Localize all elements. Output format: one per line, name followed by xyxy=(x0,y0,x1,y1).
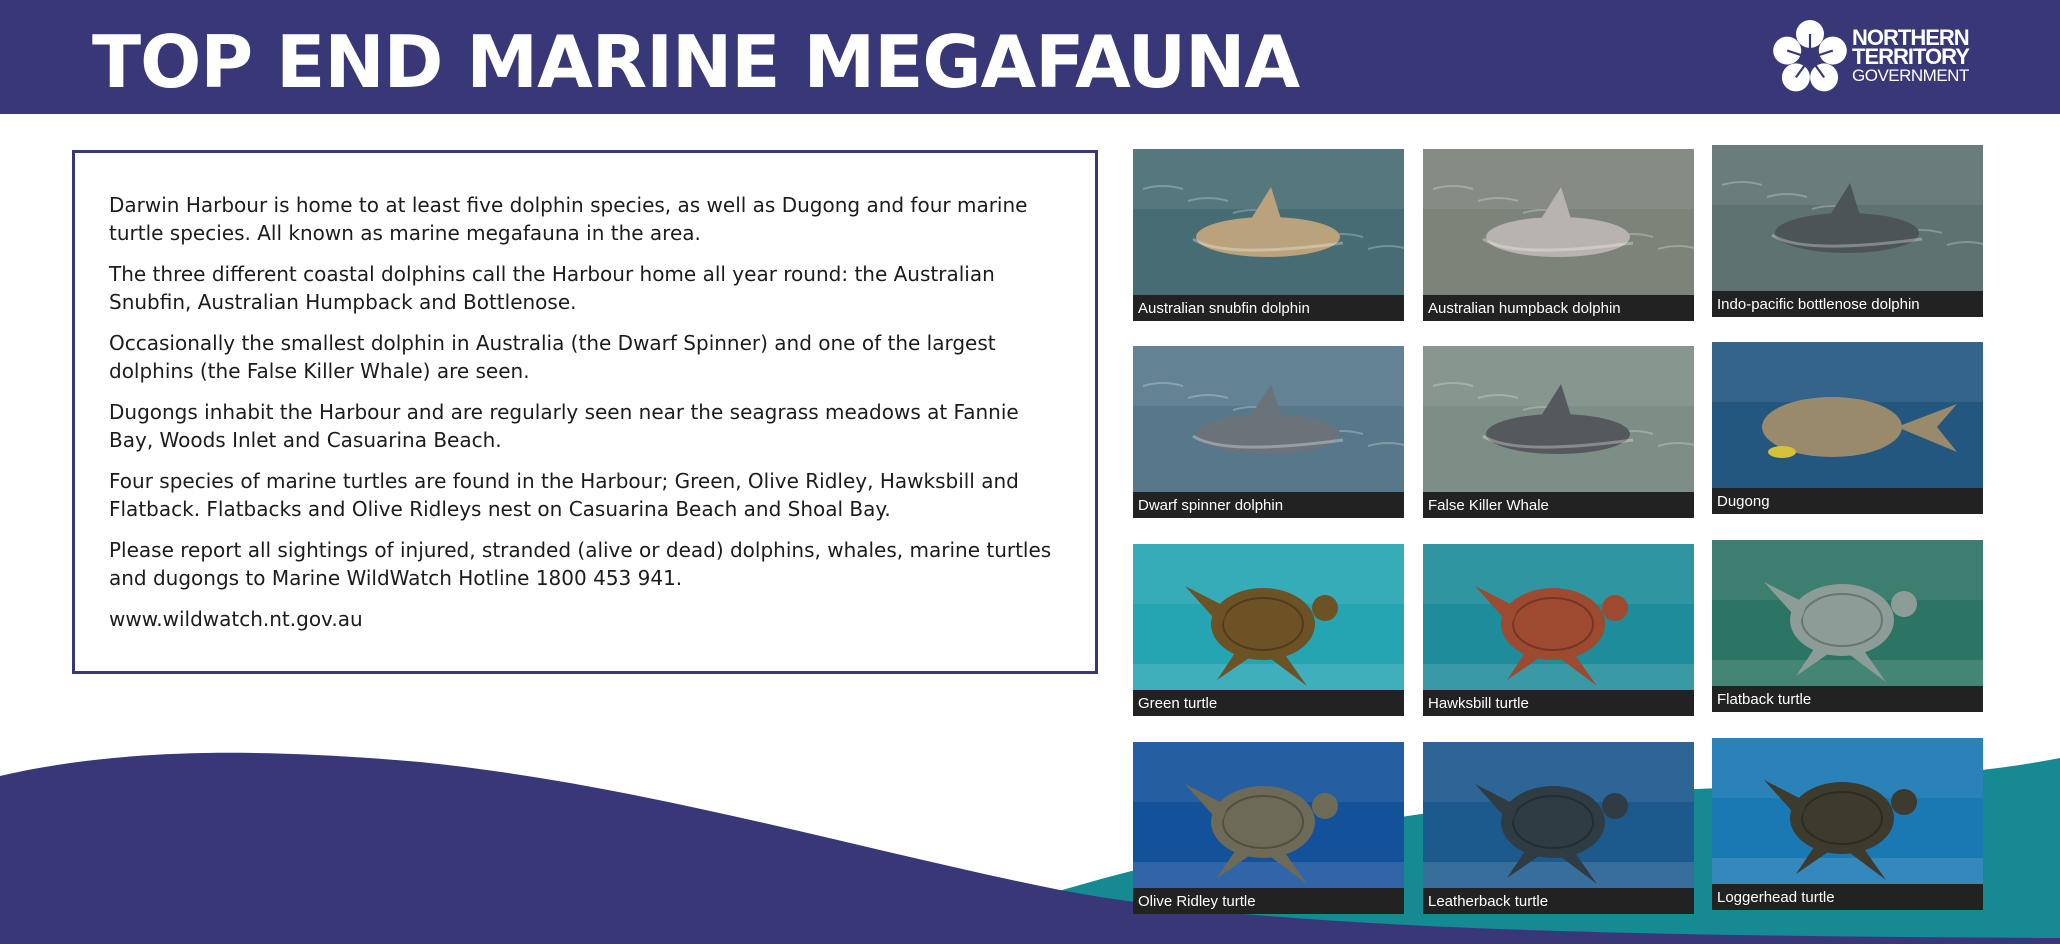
photo-card-bottlenose-dolphin xyxy=(1712,145,1983,317)
photo-card-snubfin-dolphin xyxy=(1133,149,1404,321)
flower-icon xyxy=(1772,20,1848,96)
photo-caption: Green turtle xyxy=(1133,690,1404,716)
photo-caption: Loggerhead turtle xyxy=(1712,884,1983,910)
photo-caption: Australian humpback dolphin xyxy=(1423,295,1694,321)
photo-card-loggerhead-turtle xyxy=(1712,738,1983,910)
info-paragraph: Four species of marine turtles are found in the Harbour; Green, Olive Ridley, Hawksbill and Flatback. Flatbacks and Olive Ridleys nest on Casuarina Beach and Shoal Bay. xyxy=(109,469,1019,521)
info-paragraph: Dugongs inhabit the Harbour and are regularly seen near the seagrass meadows at Fannie Bay, Woods Inlet and Casuarina Beach. xyxy=(109,400,1019,452)
logo-text-territory: TERRITORY xyxy=(1852,44,1969,69)
nt-government-logo xyxy=(1772,18,1982,98)
photo-caption: Dugong xyxy=(1712,488,1983,514)
photo-caption: Australian snubfin dolphin xyxy=(1133,295,1404,321)
photo-card-leatherback-turtle xyxy=(1423,742,1694,914)
logo-text-government: GOVERNMENT xyxy=(1852,66,1969,85)
photo-card-hawksbill-turtle xyxy=(1423,544,1694,716)
photo-caption: Hawksbill turtle xyxy=(1423,690,1694,716)
photo-card-false-killer-whale xyxy=(1423,346,1694,518)
photo-card-humpback-dolphin xyxy=(1423,149,1694,321)
header-bar xyxy=(0,0,2060,114)
photo-caption: Indo-pacific bottlenose dolphin xyxy=(1712,291,1983,317)
website-link[interactable]: www.wildwatch.nt.gov.au xyxy=(109,607,363,631)
info-box xyxy=(72,150,1098,674)
photo-card-dwarf-spinner-dolphin xyxy=(1133,346,1404,518)
photo-caption: Flatback turtle xyxy=(1712,686,1983,712)
photo-caption: Dwarf spinner dolphin xyxy=(1133,492,1404,518)
photo-caption: Leatherback turtle xyxy=(1423,888,1694,914)
info-paragraph: Please report all sightings of injured, stranded (alive or dead) dolphins, whales, marine turtles and dugongs to Marine WildWatch Hotline 1800 453 941. xyxy=(109,538,1052,590)
photo-caption: Olive Ridley turtle xyxy=(1133,888,1404,914)
info-paragraph: Darwin Harbour is home to at least five dolphin species, as well as Dugong and four marine turtle species. All known as marine megafauna in the area. xyxy=(109,193,1028,245)
info-paragraph: The three different coastal dolphins call the Harbour home all year round: the Australian Snubfin, Australian Humpback and Bottlenose. xyxy=(109,262,995,314)
photo-card-green-turtle xyxy=(1133,544,1404,716)
photo-card-flatback-turtle xyxy=(1712,540,1983,712)
photo-caption: False Killer Whale xyxy=(1423,492,1694,518)
info-paragraph: Occasionally the smallest dolphin in Australia (the Dwarf Spinner) and one of the largest dolphins (the False Killer Whale) are seen. xyxy=(109,331,996,383)
photo-card-dugong xyxy=(1712,342,1983,514)
logo-text-northern: NORTHERN xyxy=(1852,25,1969,50)
photo-card-olive-ridley-turtle xyxy=(1133,742,1404,914)
page-title: TOP END MARINE MEGAFAUNA xyxy=(92,20,1300,104)
